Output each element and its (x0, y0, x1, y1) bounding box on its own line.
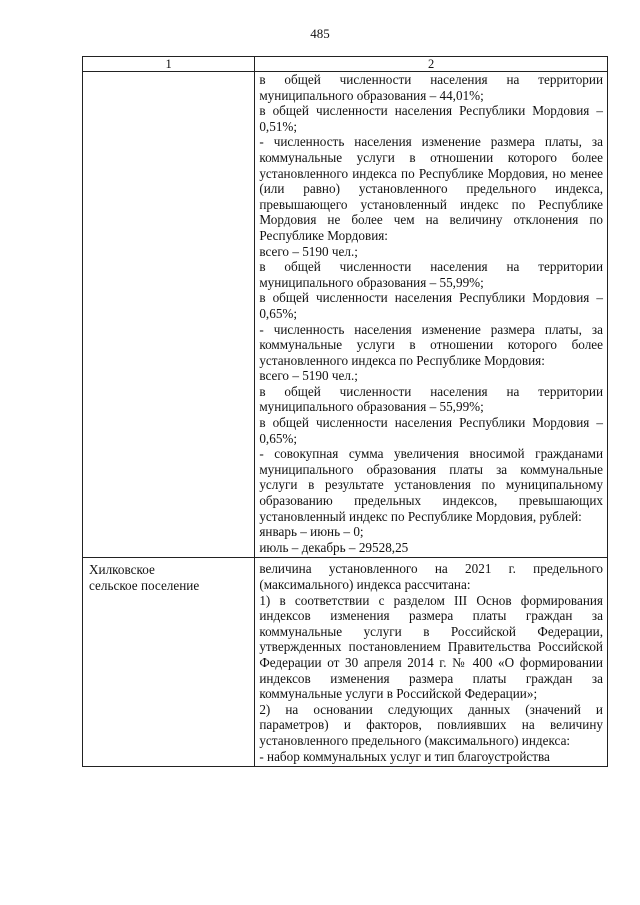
paragraph: июль – декабрь – 29528,25 (259, 539, 409, 555)
table-row (83, 558, 608, 767)
municipality-cell (83, 72, 255, 558)
page-number: 485 (310, 26, 330, 41)
paragraph: 2) на основании следующих данных (значений и параметров) и факторов, повлиявших на величину установленного предельного (максимального) индекса: (259, 701, 603, 748)
paragraph: в общей численности населения Республики Мордовия – 0,51%; (259, 103, 603, 134)
paragraph: всего – 5190 чел.; (259, 368, 358, 384)
paragraph: в общей численности населения Республики Мордовия – 0,65%; (259, 290, 603, 321)
paragraph: - совокупная сумма увеличения вносимой гражданами муниципального образования платы за коммунальные услуги в результате установления по муниципальному образованию предельных индексов, превышающих установленный индекс по Республике Мордовия, рублей: (259, 446, 603, 524)
document-table (82, 56, 608, 767)
municipality-cell (83, 558, 255, 767)
paragraph: - численность населения изменение размера платы, за коммунальные услуги в отношении которого более установленного индекса по Республике Мордовия, но менее (или равно) установленного предельного индекса, превышающего установленный индекс по Республике Мордовия не более чем на величину отклонения по Республике Мордовия: (259, 134, 603, 243)
column-header-1: 1 (83, 57, 255, 72)
municipality-type: сельское поселение (89, 578, 200, 593)
details-cell (255, 72, 608, 558)
table-header-row (83, 57, 608, 72)
paragraph: январь – июнь – 0; (259, 524, 364, 540)
paragraph: в общей численности населения Республики Мордовия – 0,65%; (259, 415, 603, 446)
column-header-2: 2 (255, 57, 608, 72)
details-cell (255, 558, 608, 767)
paragraph: 1) в соответствии с разделом III Основ формирования индексов изменения размера платы граждан за коммунальные услуги в Российской Федерации, утвержденных постановлением Правительства Российской Федерации от 30 апреля 2014 г. № 400 «О формировании индексов изменения размера платы граждан за коммунальные услуги в Российской Федерации»; (259, 592, 603, 702)
paragraph: в общей численности населения на территории муниципального образования – 55,99%; (259, 383, 603, 415)
paragraph: - численность населения изменение размера платы, за коммунальные услуги в отношении которого более установленного индекса по Республике Мордовия: (259, 321, 603, 368)
paragraph: величина установленного на 2021 г. предельного (максимального) индекса рассчитана: (259, 561, 603, 592)
paragraph: - набор коммунальных услуг и тип благоустройства (259, 748, 550, 764)
paragraph: в общей численности населения на территории муниципального образования – 44,01%; (259, 72, 603, 103)
paragraph: всего – 5190 чел.; (259, 243, 358, 259)
table-row (83, 72, 608, 558)
paragraph: в общей численности населения на территории муниципального образования – 55,99%; (259, 259, 603, 290)
municipality-name: Хилковское (89, 562, 155, 578)
